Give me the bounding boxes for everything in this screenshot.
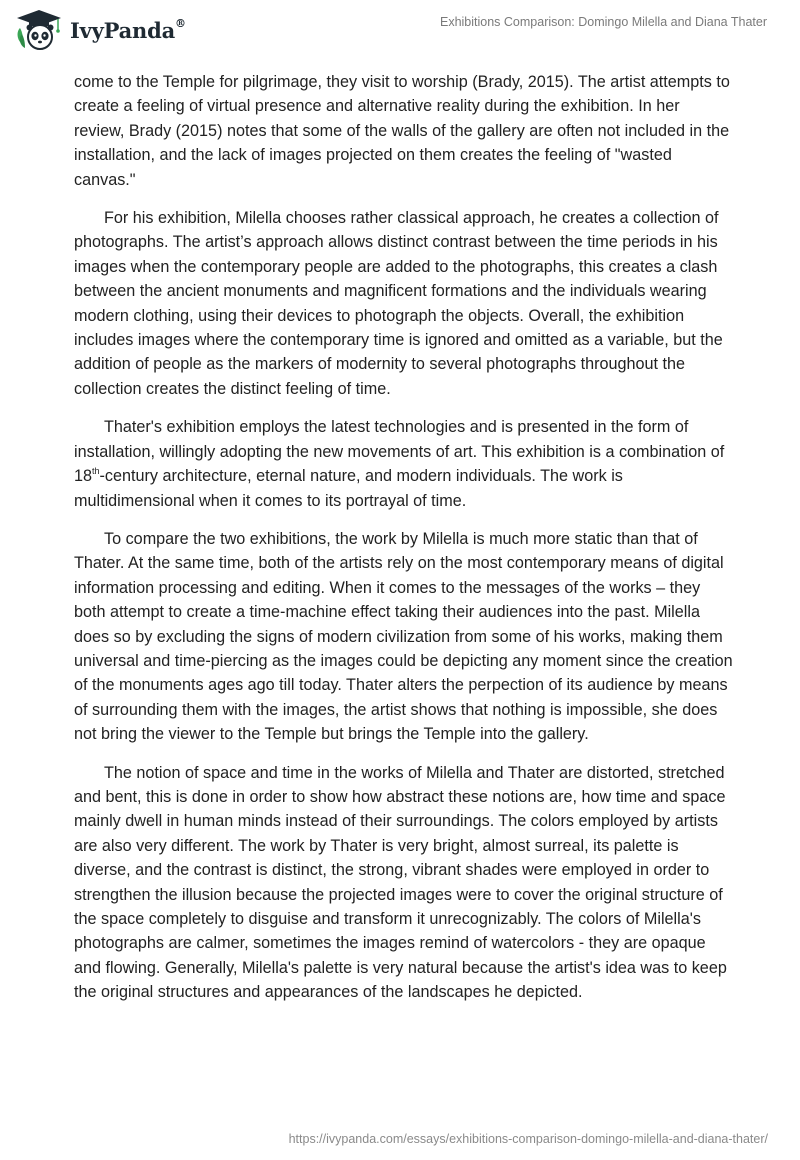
paragraph-1: come to the Temple for pilgrimage, they visit to worship (Brady, 2015). The artist attempts to create a feeling of virtual presence and alternative reality during the exhibition. In her review, Brady (2015) notes that some of the walls of the gallery are often not included in the installation, and the lack of images projected on them creates the feeling of "wasted canvas." xyxy=(74,73,730,189)
essay-body xyxy=(74,70,734,1019)
brand-name: IvyPanda® xyxy=(70,16,186,43)
paragraph-2: For his exhibition, Milella chooses rather classical approach, he creates a collection of photographs. The artist’s approach allows distinct contrast between the time periods in his images when the contemporary people are added to the photographs, this creates a clash between the ancient monuments and magnificent formations and the individuals wearing modern clothing, using their devices to photograph the objects. Overall, the exhibition includes images where the contemporary time is ignored and omitted as a variable, but the addition of people as the markers of modernity to several photographs throughout the collection creates the distinct feeling of time. xyxy=(74,209,723,398)
ordinal-superscript: th xyxy=(92,465,100,476)
brand-logo[interactable] xyxy=(14,8,186,52)
source-url[interactable]: https://ivypanda.com/essays/exhibitions-comparison-domingo-milella-and-diana-thater/ xyxy=(288,1132,768,1146)
paragraph-5: The notion of space and time in the works of Milella and Thater are distorted, stretched and bent, this is done in order to show how abstract these notions are, how time and space mainly dwell in human minds instead of their surroundings. The colors employed by artists are also very different. The work by Thater is very bright, almost surreal, its palette is diverse, and the contrast is distinct, the strong, vibrant shades were employed in order to strengthen the illusion because the projected images were to cover the original structure of the space completely to disguise and transform it unrecognizably. The colors of Milella's photographs are calmer, sometimes the images remind of watercolors - they are opaque and flowing. Generally, Milella's palette is very natural because the artist's idea was to keep the original structures and appearances of the landscapes he depicted. xyxy=(74,763,727,1002)
document-title: Exhibitions Comparison: Domingo Milella and Diana Thater xyxy=(439,15,767,29)
panda-graduate-icon xyxy=(14,8,64,52)
page-header xyxy=(0,0,800,60)
paragraph-4: To compare the two exhibitions, the work by Milella is much more static than that of Thater. At the same time, both of the artists rely on the most contemporary means of digital information processing and editing. When it comes to the messages of the works – they both attempt to create a time-machine effect taking their audiences into the past. Milella does so by excluding the signs of modern civilization from some of his works, making them universal and time-piercing as the images could be depicting any moment since the creation of the monuments ages ago till today. Thater alters the perpection of its audience by means of surrounding them with the images, the artist shows that nothing is impossible, she does not bring the viewer to the Temple but brings the Temple into the gallery. xyxy=(74,529,733,744)
paragraph-3: Thater's exhibition employs the latest technologies and is presented in the form of installation, willingly adopting the new movements of art. This exhibition is a combination of 18th-century architecture, eternal nature, and modern individuals. The work is multidimensional when it comes to its portrayal of time. xyxy=(74,418,725,510)
